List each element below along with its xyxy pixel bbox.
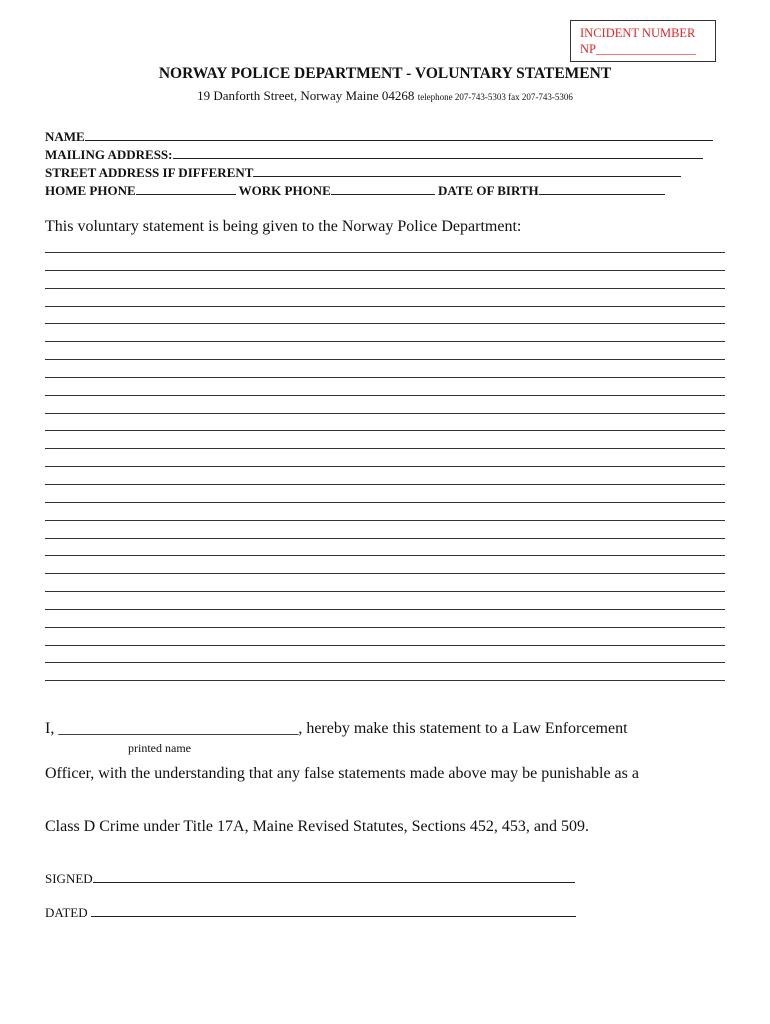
statement-line[interactable] bbox=[45, 306, 725, 307]
statement-line[interactable] bbox=[45, 448, 725, 449]
printed-name-blank[interactable]: ______________________________ bbox=[58, 720, 299, 737]
statement-line[interactable] bbox=[45, 555, 725, 556]
date-of-birth-input-line[interactable] bbox=[539, 182, 665, 195]
statement-line[interactable] bbox=[45, 323, 725, 324]
incident-number-box[interactable] bbox=[570, 20, 716, 62]
work-phone-input-line[interactable] bbox=[331, 182, 435, 195]
mailing-address-row[interactable] bbox=[45, 146, 703, 163]
phone-dob-row[interactable] bbox=[45, 182, 665, 199]
department-address bbox=[0, 88, 770, 104]
statement-line[interactable] bbox=[45, 573, 725, 574]
statement-line[interactable] bbox=[45, 341, 725, 342]
incident-number-label: INCIDENT NUMBER bbox=[580, 26, 696, 40]
statement-line[interactable] bbox=[45, 680, 725, 681]
statement-line[interactable] bbox=[45, 538, 725, 539]
name-field-row[interactable] bbox=[45, 128, 713, 145]
statement-line[interactable] bbox=[45, 377, 725, 378]
signed-label: SIGNED bbox=[45, 871, 93, 886]
statement-line[interactable] bbox=[45, 288, 725, 289]
printed-name-caption: printed name bbox=[128, 741, 191, 755]
date-of-birth-label: DATE OF BIRTH bbox=[438, 183, 539, 198]
street-address-text: 19 Danforth Street, Norway Maine 04268 bbox=[197, 88, 415, 103]
declaration-line-1 bbox=[45, 720, 628, 738]
declaration-line-3: Class D Crime under Title 17A, Maine Revised Statutes, Sections 452, 453, and 509. bbox=[45, 818, 589, 835]
declaration-line-2: Officer, with the understanding that any false statements made above may be punishable as a bbox=[45, 765, 639, 782]
statement-line[interactable] bbox=[45, 252, 725, 253]
statement-line[interactable] bbox=[45, 413, 725, 414]
street-address-label: STREET ADDRESS IF DIFFERENT bbox=[45, 165, 254, 180]
date-input-line[interactable] bbox=[91, 904, 576, 917]
name-label: NAME bbox=[45, 129, 85, 144]
dated-row[interactable] bbox=[45, 904, 576, 921]
statement-line[interactable] bbox=[45, 484, 725, 485]
statement-line[interactable] bbox=[45, 645, 725, 646]
statement-line[interactable] bbox=[45, 627, 725, 628]
declaration-suffix: , hereby make this statement to a Law Enforcement bbox=[298, 720, 628, 737]
statement-line[interactable] bbox=[45, 502, 725, 503]
name-input-line[interactable] bbox=[85, 128, 713, 141]
statement-line[interactable] bbox=[45, 395, 725, 396]
incident-number-field[interactable]: NP________________ bbox=[580, 42, 696, 56]
street-address-row[interactable] bbox=[45, 164, 681, 181]
statement-line[interactable] bbox=[45, 520, 725, 521]
dated-label: DATED bbox=[45, 905, 91, 920]
home-phone-label: HOME PHONE bbox=[45, 183, 136, 198]
signature-input-line[interactable] bbox=[93, 870, 575, 883]
street-address-input-line[interactable] bbox=[253, 164, 681, 177]
statement-line[interactable] bbox=[45, 359, 725, 360]
statement-line[interactable] bbox=[45, 609, 725, 610]
statement-line[interactable] bbox=[45, 466, 725, 467]
work-phone-label: WORK PHONE bbox=[238, 183, 331, 198]
statement-line[interactable] bbox=[45, 662, 725, 663]
signed-row[interactable] bbox=[45, 870, 575, 887]
statement-line[interactable] bbox=[45, 591, 725, 592]
statement-line[interactable] bbox=[45, 270, 725, 271]
mailing-address-label: MAILING ADDRESS: bbox=[45, 147, 173, 162]
declaration-prefix: I, bbox=[45, 720, 59, 737]
phone-fax-text: telephone 207-743-5303 fax 207-743-5306 bbox=[417, 92, 573, 102]
mailing-address-input-line[interactable] bbox=[173, 146, 703, 159]
page-title: NORWAY POLICE DEPARTMENT - VOLUNTARY STATEMENT bbox=[158, 65, 612, 82]
home-phone-input-line[interactable] bbox=[136, 182, 236, 195]
statement-intro: This voluntary statement is being given to the Norway Police Department: bbox=[45, 218, 522, 235]
statement-line[interactable] bbox=[45, 430, 725, 431]
